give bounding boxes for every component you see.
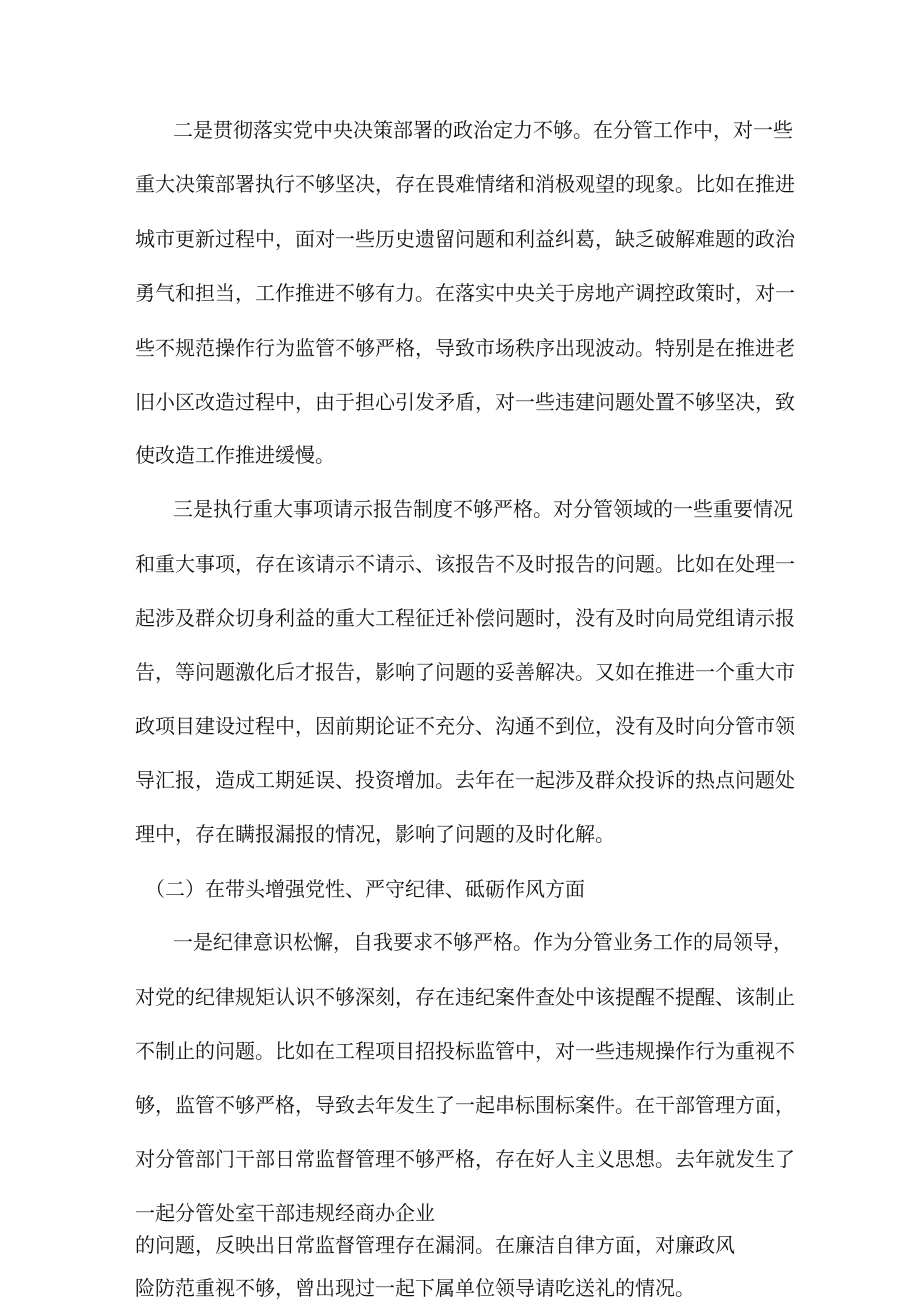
section-heading: （二）在带头增强党性、严守纪律、砥砺作风方面	[145, 877, 585, 901]
paragraph-1-line-7: 使改造工作推进缓慢。	[135, 443, 335, 467]
paragraph-2-line-3: 起涉及群众切身利益的重大工程征迁补偿问题时，没有及时向局党组请示报	[135, 606, 795, 630]
paragraph-3-line-4: 够，监管不够严格，导致去年发生了一起串标围标案件。在干部管理方面，	[135, 1093, 795, 1117]
paragraph-1-line-6: 旧小区改造过程中，由于担心引发矛盾，对一些违建问题处置不够坚决，致	[135, 390, 795, 414]
paragraph-1-line-3: 城市更新过程中，面对一些历史遗留问题和利益纠葛，缺乏破解难题的政治	[135, 227, 795, 251]
paragraph-1-line-1: 二是贯彻落实党中央决策部署的政治定力不够。在分管工作中，对一些	[173, 118, 793, 142]
paragraph-3-line-3: 不制止的问题。比如在工程项目招投标监管中，对一些违规操作行为重视不	[135, 1039, 795, 1063]
paragraph-3-line-6: 一起分管处室干部违规经商办企业	[135, 1201, 435, 1225]
paragraph-2-line-1: 三是执行重大事项请示报告制度不够严格。对分管领域的一些重要情况	[173, 497, 793, 521]
paragraph-2-line-5: 政项目建设过程中，因前期论证不充分、沟通不到位，没有及时向分管市领	[135, 714, 795, 738]
paragraph-1-line-4: 勇气和担当，工作推进不够有力。在落实中央关于房地产调控政策时，对一	[135, 281, 795, 305]
paragraph-2-line-4: 告，等问题激化后才报告，影响了问题的妥善解决。又如在推进一个重大市	[135, 660, 795, 684]
paragraph-2-line-2: 和重大事项，存在该请示不请示、该报告不及时报告的问题。比如在处理一	[135, 552, 795, 576]
paragraph-3-line-7: 的问题，反映出日常监督管理存在漏洞。在廉洁自律方面，对廉政风	[135, 1233, 735, 1257]
paragraph-2-line-6: 导汇报，造成工期延误、投资增加。去年在一起涉及群众投诉的热点问题处	[135, 768, 795, 792]
paragraph-1-line-5: 些不规范操作行为监管不够严格，导致市场秩序出现波动。特别是在推进老	[135, 336, 795, 360]
paragraph-3-line-5: 对分管部门干部日常监督管理不够严格，存在好人主义思想。去年就发生了	[135, 1147, 795, 1171]
paragraph-1-line-2: 重大决策部署执行不够坚决，存在畏难情绪和消极观望的现象。比如在推进	[135, 172, 795, 196]
paragraph-3-line-2: 对党的纪律规矩认识不够深刻，存在违纪案件查处中该提醒不提醒、该制止	[135, 985, 795, 1009]
paragraph-2-line-7: 理中，存在瞒报漏报的情况，影响了问题的及时化解。	[135, 822, 615, 846]
paragraph-3-line-1: 一是纪律意识松懈，自我要求不够严格。作为分管业务工作的局领导，	[173, 930, 793, 954]
paragraph-3-line-8: 险防范重视不够，曾出现过一起下属单位领导请吃送礼的情况。	[135, 1276, 695, 1300]
